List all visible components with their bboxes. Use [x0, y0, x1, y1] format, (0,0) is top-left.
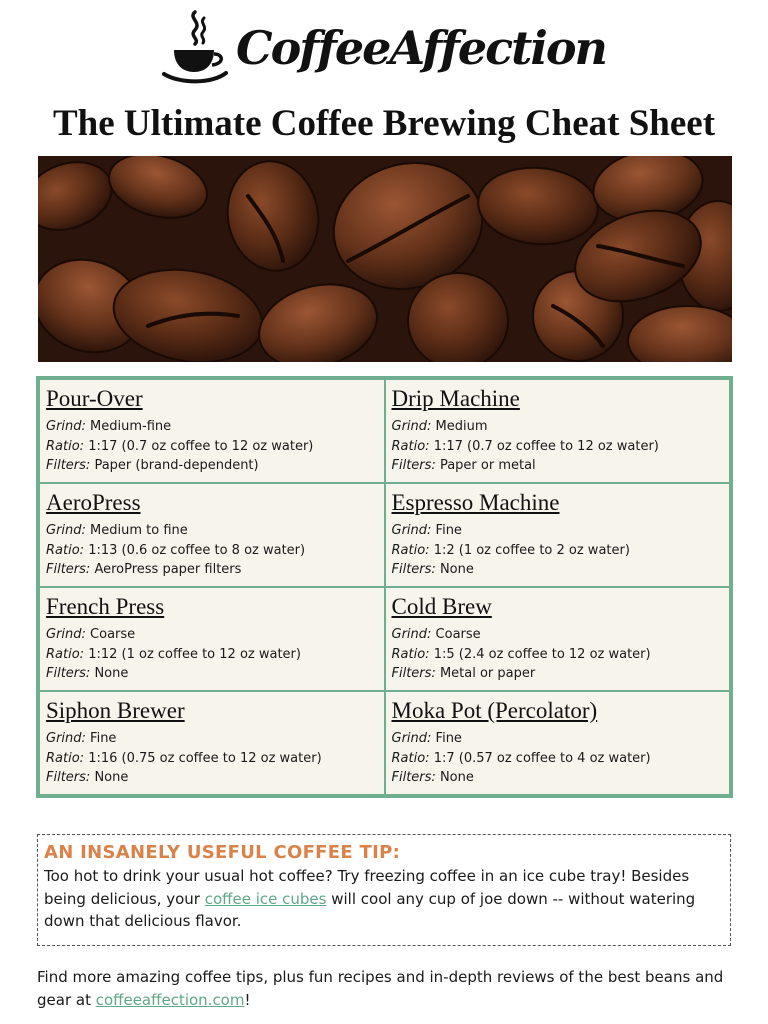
- tip-body: [44, 865, 724, 933]
- ratio-row: [392, 749, 724, 769]
- filters-label: Filters:: [46, 666, 91, 681]
- brand-name: CoffeeAffection: [236, 21, 606, 75]
- method-title: French Press: [46, 594, 165, 619]
- ratio-label: Ratio:: [391, 750, 430, 766]
- grind-row: [392, 625, 724, 645]
- filters-value: Paper (brand-dependent): [94, 458, 259, 473]
- filters-row: [392, 456, 724, 476]
- ratio-label: Ratio:: [46, 646, 85, 662]
- method-title: Pour-Over: [46, 386, 143, 411]
- grind-value: Medium to fine: [90, 523, 188, 538]
- ratio-value: 1:17 (0.7 oz coffee to 12 oz water): [433, 438, 659, 454]
- grind-row: [392, 729, 724, 749]
- ratio-row: [46, 645, 378, 665]
- grind-value: Medium: [435, 419, 488, 434]
- method-card: [39, 691, 385, 795]
- ratio-value: 1:5 (2.4 oz coffee to 12 oz water): [433, 646, 651, 662]
- footer-text: [37, 966, 737, 1011]
- grind-label: Grind:: [46, 419, 86, 434]
- filters-row: [392, 768, 724, 788]
- grind-row: [46, 417, 378, 437]
- method-card: [385, 587, 731, 691]
- ratio-value: 1:12 (1 oz coffee to 12 oz water): [88, 646, 301, 662]
- filters-value: None: [439, 562, 474, 577]
- method-card: [39, 587, 385, 691]
- ratio-row: [392, 437, 724, 457]
- grind-value: Medium-fine: [90, 419, 172, 434]
- page-title: The Ultimate Coffee Brewing Cheat Sheet: [52, 103, 716, 144]
- filters-label: Filters:: [391, 770, 436, 785]
- footer-text-end: !: [244, 990, 251, 1009]
- brewing-methods-grid: [36, 376, 733, 798]
- coffee-ice-cubes-link[interactable]: coffee ice cubes: [204, 889, 327, 908]
- grind-row: [46, 625, 378, 645]
- method-card: [385, 483, 731, 587]
- ratio-value: 1:2 (1 oz coffee to 2 oz water): [433, 542, 630, 558]
- coffee-cup-icon: [162, 10, 228, 86]
- ratio-label: Ratio:: [391, 646, 430, 662]
- filters-value: None: [94, 770, 129, 785]
- brand-logo: [0, 6, 768, 90]
- ratio-label: Ratio:: [391, 542, 430, 558]
- filters-row: [46, 664, 378, 684]
- grind-label: Grind:: [46, 627, 86, 642]
- ratio-label: Ratio:: [391, 438, 430, 454]
- method-title: Moka Pot (Percolator): [391, 698, 598, 723]
- grind-label: Grind:: [46, 523, 86, 538]
- filters-row: [392, 560, 724, 580]
- filters-label: Filters:: [391, 666, 436, 681]
- method-title: Cold Brew: [391, 594, 492, 619]
- filters-label: Filters:: [46, 562, 91, 577]
- ratio-label: Ratio:: [46, 750, 85, 766]
- filters-label: Filters:: [46, 770, 91, 785]
- grind-label: Grind:: [391, 627, 432, 642]
- method-title: Siphon Brewer: [46, 698, 185, 723]
- ratio-value: 1:17 (0.7 oz coffee to 12 oz water): [88, 438, 314, 454]
- ratio-row: [392, 541, 724, 561]
- footer-text-start: Find more amazing coffee tips, plus fun recipes and in-depth reviews of the best beans and gear at: [37, 968, 724, 1009]
- grind-value: Coarse: [90, 627, 136, 642]
- filters-value: AeroPress paper filters: [94, 562, 242, 577]
- tip-text-end: will cool any cup of joe down -- without watering down that delicious flavor.: [44, 889, 696, 930]
- filters-row: [46, 768, 378, 788]
- method-card: [39, 379, 385, 483]
- filters-label: Filters:: [391, 562, 436, 577]
- grind-label: Grind:: [46, 731, 86, 746]
- grind-row: [392, 521, 724, 541]
- ratio-value: 1:13 (0.6 oz coffee to 8 oz water): [88, 542, 306, 558]
- grind-value: Coarse: [435, 627, 481, 642]
- method-card: [385, 691, 731, 795]
- grind-row: [46, 521, 378, 541]
- ratio-row: [46, 541, 378, 561]
- filters-value: None: [439, 770, 474, 785]
- grind-value: Fine: [435, 731, 462, 746]
- ratio-row: [46, 437, 378, 457]
- filters-value: Metal or paper: [439, 666, 536, 681]
- ratio-row: [392, 645, 724, 665]
- coffee-tip-box: [37, 834, 731, 946]
- ratio-value: 1:7 (0.57 oz coffee to 4 oz water): [433, 750, 651, 766]
- filters-value: None: [94, 666, 129, 681]
- filters-label: Filters:: [391, 458, 436, 473]
- filters-row: [392, 664, 724, 684]
- method-card: [39, 483, 385, 587]
- method-title: AeroPress: [46, 490, 141, 515]
- ratio-label: Ratio:: [46, 542, 85, 558]
- ratio-value: 1:16 (0.75 oz coffee to 12 oz water): [88, 750, 322, 766]
- tip-text-start: Too hot to drink your usual hot coffee? Try freezing coffee in an ice cube tray! Besides being delicious, your: [44, 867, 690, 908]
- grind-label: Grind:: [391, 523, 432, 538]
- grind-value: Fine: [90, 731, 117, 746]
- method-card: [385, 379, 731, 483]
- filters-value: Paper or metal: [439, 458, 536, 473]
- ratio-label: Ratio:: [46, 438, 85, 454]
- tip-heading: AN INSANELY USEFUL COFFEE TIP:: [44, 842, 401, 863]
- grind-row: [392, 417, 724, 437]
- grind-value: Fine: [435, 523, 462, 538]
- method-title: Drip Machine: [391, 386, 520, 411]
- grind-label: Grind:: [391, 731, 432, 746]
- filters-row: [46, 456, 378, 476]
- filters-row: [46, 560, 378, 580]
- grind-label: Grind:: [391, 419, 432, 434]
- method-title: Espresso Machine: [391, 490, 560, 515]
- filters-label: Filters:: [46, 458, 91, 473]
- grind-row: [46, 729, 378, 749]
- coffee-beans-photo: [38, 156, 732, 362]
- coffeeaffection-link[interactable]: coffeeaffection.com: [95, 990, 245, 1009]
- ratio-row: [46, 749, 378, 769]
